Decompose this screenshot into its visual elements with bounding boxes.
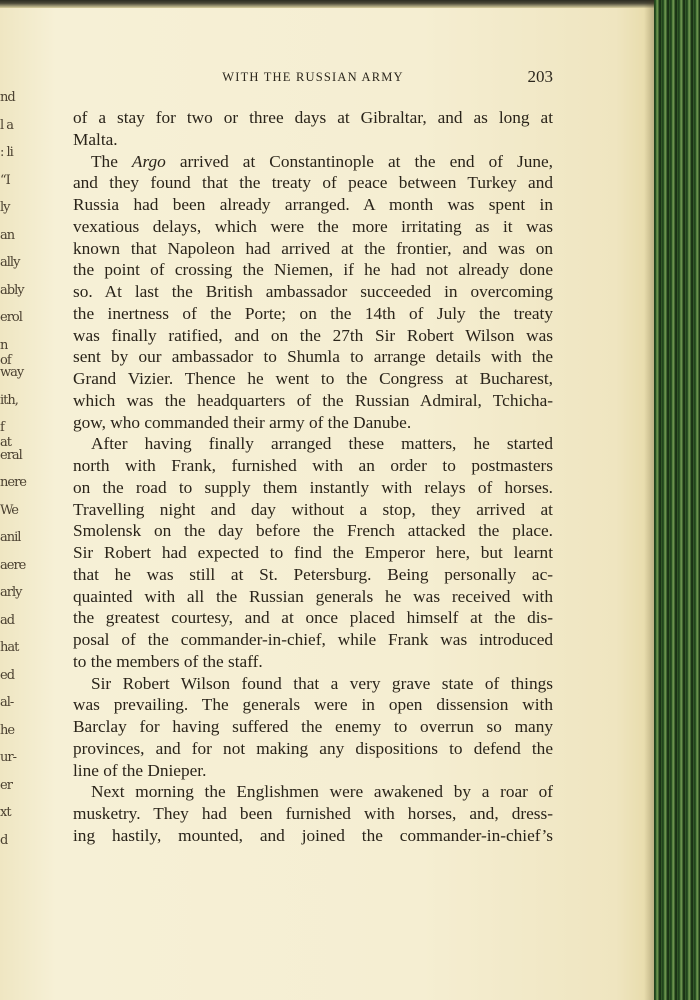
text-line: line of the Dnieper. (73, 760, 207, 780)
text-line: Next morning the Englishmen were awakened by a roar of (91, 782, 553, 802)
bleed-fragment: nd (0, 90, 15, 105)
text-line: Sir Robert had expected to find the Emperor here, but learnt (73, 543, 553, 562)
bleed-fragment: arly (0, 585, 22, 600)
bleed-fragment: ally (0, 255, 20, 270)
bleed-fragment: aere (0, 557, 26, 573)
text-line: Smolensk on the day before the French attacked the place. (73, 521, 553, 541)
text-line: to the members of the staff. (73, 651, 263, 671)
text-line: musketry. They had been furnished with horses, and, dress- (73, 804, 553, 823)
bleed-fragment: he (0, 722, 15, 738)
text-line: north with Frank, furnished with an order to postmasters (73, 456, 553, 475)
bleed-fragment: hat (0, 640, 19, 655)
bleed-fragment: an (0, 227, 15, 243)
text-line: gow, who commanded their army of the Danube. (73, 412, 412, 432)
running-header (73, 67, 553, 94)
book-cover-edge (654, 0, 700, 1000)
text-line: was prevailing. The generals were in open dissension with (73, 695, 553, 715)
paragraph (73, 107, 553, 151)
bleed-fragment: ly (0, 200, 10, 215)
ship-name: Argo (131, 151, 166, 171)
text-line: sent by our ambassador to Shumla to arrange details with the (73, 347, 553, 367)
bleed-fragment: : li (0, 145, 13, 160)
bleed-fragment: We (0, 502, 18, 518)
paragraph (73, 673, 553, 782)
text-line: Russia had been already arranged. A month was spent in (73, 195, 553, 214)
bleed-fragment: eral (0, 447, 22, 463)
text-line: provinces, and for not making any dispositions to defend the (73, 738, 553, 758)
bleed-fragment: ably (0, 282, 24, 298)
bleed-fragment: way (0, 365, 24, 380)
text-line: of a stay for two or three days at Gibraltar, and as long at (73, 108, 553, 127)
text-line: quainted with all the Russian generals he was received with (73, 586, 553, 606)
paragraph (73, 433, 553, 672)
gutter-shadow (644, 0, 654, 1000)
text-line: Travelling night and day without a stop, they arrived at (73, 499, 553, 519)
text-line: the point of crossing the Niemen, if he had not already done (73, 260, 553, 280)
bleed-fragment: f at (0, 420, 11, 450)
text-line: the greatest courtesy, and at once placed himself at the dis- (73, 608, 553, 628)
text-line: vexatious delays, which were the more irritating as it was (73, 216, 553, 236)
bleed-fragment: ur- (0, 750, 16, 765)
bleed-fragment: l a (0, 117, 14, 133)
text-line: was finally ratified, and on the 27th Sir Robert Wilson was (73, 325, 553, 345)
paragraph (73, 151, 553, 434)
bleed-fragment: nere (0, 475, 26, 490)
body-text (73, 107, 553, 847)
text-line: posal of the commander-in-chief, while Frank was introduced (73, 630, 553, 649)
text-line: Barclay for having suffered the enemy to overrun so many (73, 717, 553, 736)
page-number: 203 (527, 67, 553, 86)
text-line: Sir Robert Wilson found that a very grave state of things (91, 673, 553, 693)
bleed-fragment: d (0, 832, 8, 848)
text-line (73, 151, 553, 173)
text-line: so. At last the British ambassador succeeded in overcoming (73, 282, 553, 301)
text-line: which was the headquarters of the Russian Admiral, Tchicha- (73, 390, 553, 410)
bleed-fragment: ith, (0, 392, 18, 408)
running-title: WITH THE RUSSIAN ARMY (222, 70, 404, 84)
text-segment: arrived at Constantinople at the end of June, (165, 151, 553, 171)
bleed-fragment: er (0, 777, 12, 793)
text-line: Malta. (73, 129, 118, 149)
bleed-through-fragments (0, 90, 26, 870)
bleed-fragment: “I (0, 172, 10, 188)
text-line: ing hastily, mounted, and joined the commander-in-chief’s (73, 825, 553, 845)
bleed-fragment: xt (0, 805, 11, 820)
bleed-fragment: erol (0, 310, 22, 325)
bleed-fragment: anil (0, 530, 21, 545)
text-line: that he was still at St. Petersburg. Being personally ac- (73, 564, 553, 584)
text-line: After having finally arranged these matters, he started (91, 434, 553, 454)
bleed-fragment: n of (0, 337, 11, 368)
paragraph (73, 781, 553, 846)
text-line: known that Napoleon had arrived at the frontier, and was on (73, 238, 553, 258)
bleed-fragment: ed (0, 667, 15, 683)
text-line: the inertness of the Porte; on the 14th of July the treaty (73, 303, 553, 323)
bleed-fragment: ad (0, 612, 15, 628)
text-segment: The (91, 151, 132, 171)
text-line: and they found that the treaty of peace between Turkey and (73, 173, 553, 193)
text-line: Grand Vizier. Thence he went to the Congress at Bucharest, (73, 369, 553, 388)
bleed-fragment: al- (0, 695, 14, 710)
text-line: on the road to supply them instantly with relays of horses. (73, 477, 553, 497)
page-top-edge (0, 0, 700, 8)
